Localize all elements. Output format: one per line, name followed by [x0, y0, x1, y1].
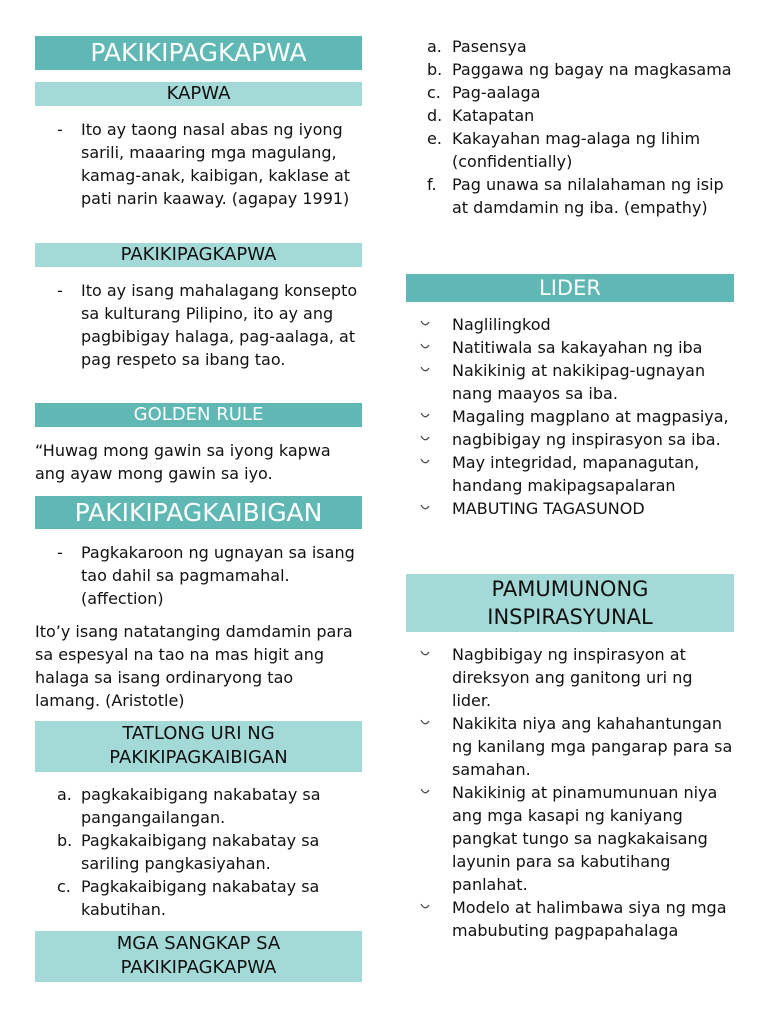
paragraph-text: “Huwag mong gawin sa iyong kapwa ang ayaw mong gawin sa iyo.	[35, 441, 331, 483]
list-item-text: Ito ay taong nasal abas ng iyong sarili, maaaring mga magulang, kamag-anak, kaibigan, kaklase at pati narin kaaway. (agapay 1991)	[81, 120, 351, 208]
curved-bullet-icon	[420, 903, 430, 910]
list-item-text: Pag unawa sa nilalahaman ng isip at damdamin ng iba. (empathy)	[452, 175, 724, 217]
list-item	[406, 781, 734, 896]
curved-bullet-icon	[420, 366, 430, 373]
golden-rule-text	[35, 439, 362, 485]
heading-mga-sangkap	[35, 931, 362, 982]
list-marker: b.	[57, 831, 73, 850]
list-marker: d.	[427, 106, 443, 125]
heading-line: MGA SANGKAP SA	[116, 933, 281, 954]
list-item-text: pagkakaibigang nakabatay sa pangangailangan.	[81, 785, 321, 827]
tatlong-uri-list	[35, 783, 362, 921]
list-item	[406, 104, 734, 127]
heading-text: LIDER	[539, 276, 601, 300]
list-item-text: Katapatan	[452, 106, 535, 125]
list-item-text: Kakayahan mag-alaga ng lihim (confidentially)	[452, 129, 701, 171]
list-marker: -	[57, 281, 63, 300]
list-item	[35, 875, 362, 921]
kapwa-list	[35, 118, 362, 210]
list-marker: c.	[427, 83, 441, 102]
list-item	[35, 783, 362, 829]
list-item-text: Modelo at halimbawa siya ng mga mabubuting pagpapahalaga	[452, 898, 727, 940]
list-marker: f.	[427, 175, 437, 194]
list-item-text: Nakikinig at pinamumunuan niya ang mga kasapi ng kaniyang pangkat tungo sa nagkakaisang layunin para sa kabutihang panlahat.	[452, 783, 718, 894]
list-item	[406, 173, 734, 219]
list-item-text: Nakikinig at nakikipag-ugnayan nang maayos sa iba.	[452, 361, 706, 403]
sangkap-list	[406, 35, 734, 219]
list-item	[406, 81, 734, 104]
list-item	[406, 336, 734, 359]
list-item-text: Ito ay isang mahalagang konsepto sa kulturang Pilipino, ito ay ang pagbibigay halaga, pag-aalaga, at pag respeto sa ibang tao.	[81, 281, 358, 369]
list-item	[406, 428, 734, 451]
pamumuno-list	[406, 643, 734, 942]
list-item-text: Pasensya	[452, 37, 527, 56]
list-marker: a.	[57, 785, 72, 804]
title-text: PAKIKIPAGKAPWA	[90, 38, 307, 67]
list-item-text: Natitiwala sa kakayahan ng iba	[452, 338, 703, 357]
curved-bullet-icon	[420, 435, 430, 442]
heading-line: TATLONG URI NG	[122, 723, 275, 744]
list-item	[406, 313, 734, 336]
heading-line: PAKIKIPAGKAPWA	[120, 957, 277, 978]
list-item	[406, 643, 734, 712]
list-item	[406, 127, 734, 173]
heading-text: GOLDEN RULE	[133, 404, 264, 425]
list-marker: -	[57, 543, 63, 562]
list-item-text: Magaling magplano at magpasiya,	[452, 407, 729, 426]
heading-kapwa	[35, 82, 362, 106]
list-item-text: Pagkakaroon ng ugnayan sa isang tao dahil sa pagmamahal. (affection)	[81, 543, 355, 608]
list-item	[406, 58, 734, 81]
list-marker: a.	[427, 37, 442, 56]
paragraph-text: Ito’y isang natatanging damdamin para sa espesyal na tao na mas higit ang halaga sa isang ordinaryong tao lamang. (Aristotle)	[35, 622, 353, 710]
list-item	[35, 118, 362, 210]
list-item	[406, 712, 734, 781]
list-item-text: nagbibigay ng inspirasyon sa iba.	[452, 430, 721, 449]
list-item-text: Pag-aalaga	[452, 83, 541, 102]
curved-bullet-icon	[420, 719, 430, 726]
curved-bullet-icon	[420, 504, 430, 511]
heading-tatlong-uri	[35, 721, 362, 772]
list-item	[406, 35, 734, 58]
heading-line: PAKIKIPAGKAIBIGAN	[109, 747, 288, 768]
list-item-text: Nagbibigay ng inspirasyon at direksyon ang ganitong uri ng lider.	[452, 645, 693, 710]
list-item	[406, 896, 734, 942]
heading-pamumunong-inspirasyunal	[406, 574, 734, 632]
list-item-text: Pagkakaibigang nakabatay sa sariling pangkasiyahan.	[81, 831, 320, 873]
list-marker: e.	[427, 129, 442, 148]
list-marker: c.	[57, 877, 71, 896]
list-item-text: Nakikita niya ang kahahantungan ng kanilang mga pangarap para sa samahan.	[452, 714, 733, 779]
list-item	[406, 359, 734, 405]
list-item	[406, 451, 734, 497]
lider-list	[406, 313, 734, 520]
heading-lider	[406, 274, 734, 302]
curved-bullet-icon	[420, 412, 430, 419]
pakikipagkaibigan-list	[35, 541, 362, 610]
curved-bullet-icon	[420, 320, 430, 327]
heading-golden-rule	[35, 403, 362, 427]
curved-bullet-icon	[420, 650, 430, 657]
list-item	[35, 829, 362, 875]
list-item	[406, 405, 734, 428]
heading-pakikipagkapwa	[35, 243, 362, 267]
list-item-text: May integridad, mapanagutan, handang makipagsapalaran	[452, 453, 700, 495]
pakikipagkapwa-list	[35, 279, 362, 371]
curved-bullet-icon	[420, 343, 430, 350]
list-item	[35, 541, 362, 610]
title-pakikipagkapwa	[35, 36, 362, 70]
heading-text: PAKIKIPAGKAPWA	[120, 244, 277, 265]
heading-line: PAMUMUNONG	[491, 577, 649, 601]
list-item-text: Paggawa ng bagay na magkasama	[452, 60, 732, 79]
list-item	[35, 279, 362, 371]
list-marker: -	[57, 120, 63, 139]
curved-bullet-icon	[420, 458, 430, 465]
heading-pakikipagkaibigan	[35, 496, 362, 529]
list-item-text: MABUTING TAGASUNOD	[452, 499, 645, 518]
heading-line: INSPIRASYUNAL	[487, 605, 653, 629]
list-item-text: Naglilingkod	[452, 315, 551, 334]
list-item	[406, 497, 734, 520]
list-item-text: Pagkakaibigang nakabatay sa kabutihan.	[81, 877, 320, 919]
aristotle-paragraph	[35, 620, 362, 712]
heading-text: PAKIKIPAGKAIBIGAN	[74, 498, 323, 527]
curved-bullet-icon	[420, 788, 430, 795]
heading-text: KAPWA	[166, 83, 231, 104]
list-marker: b.	[427, 60, 443, 79]
